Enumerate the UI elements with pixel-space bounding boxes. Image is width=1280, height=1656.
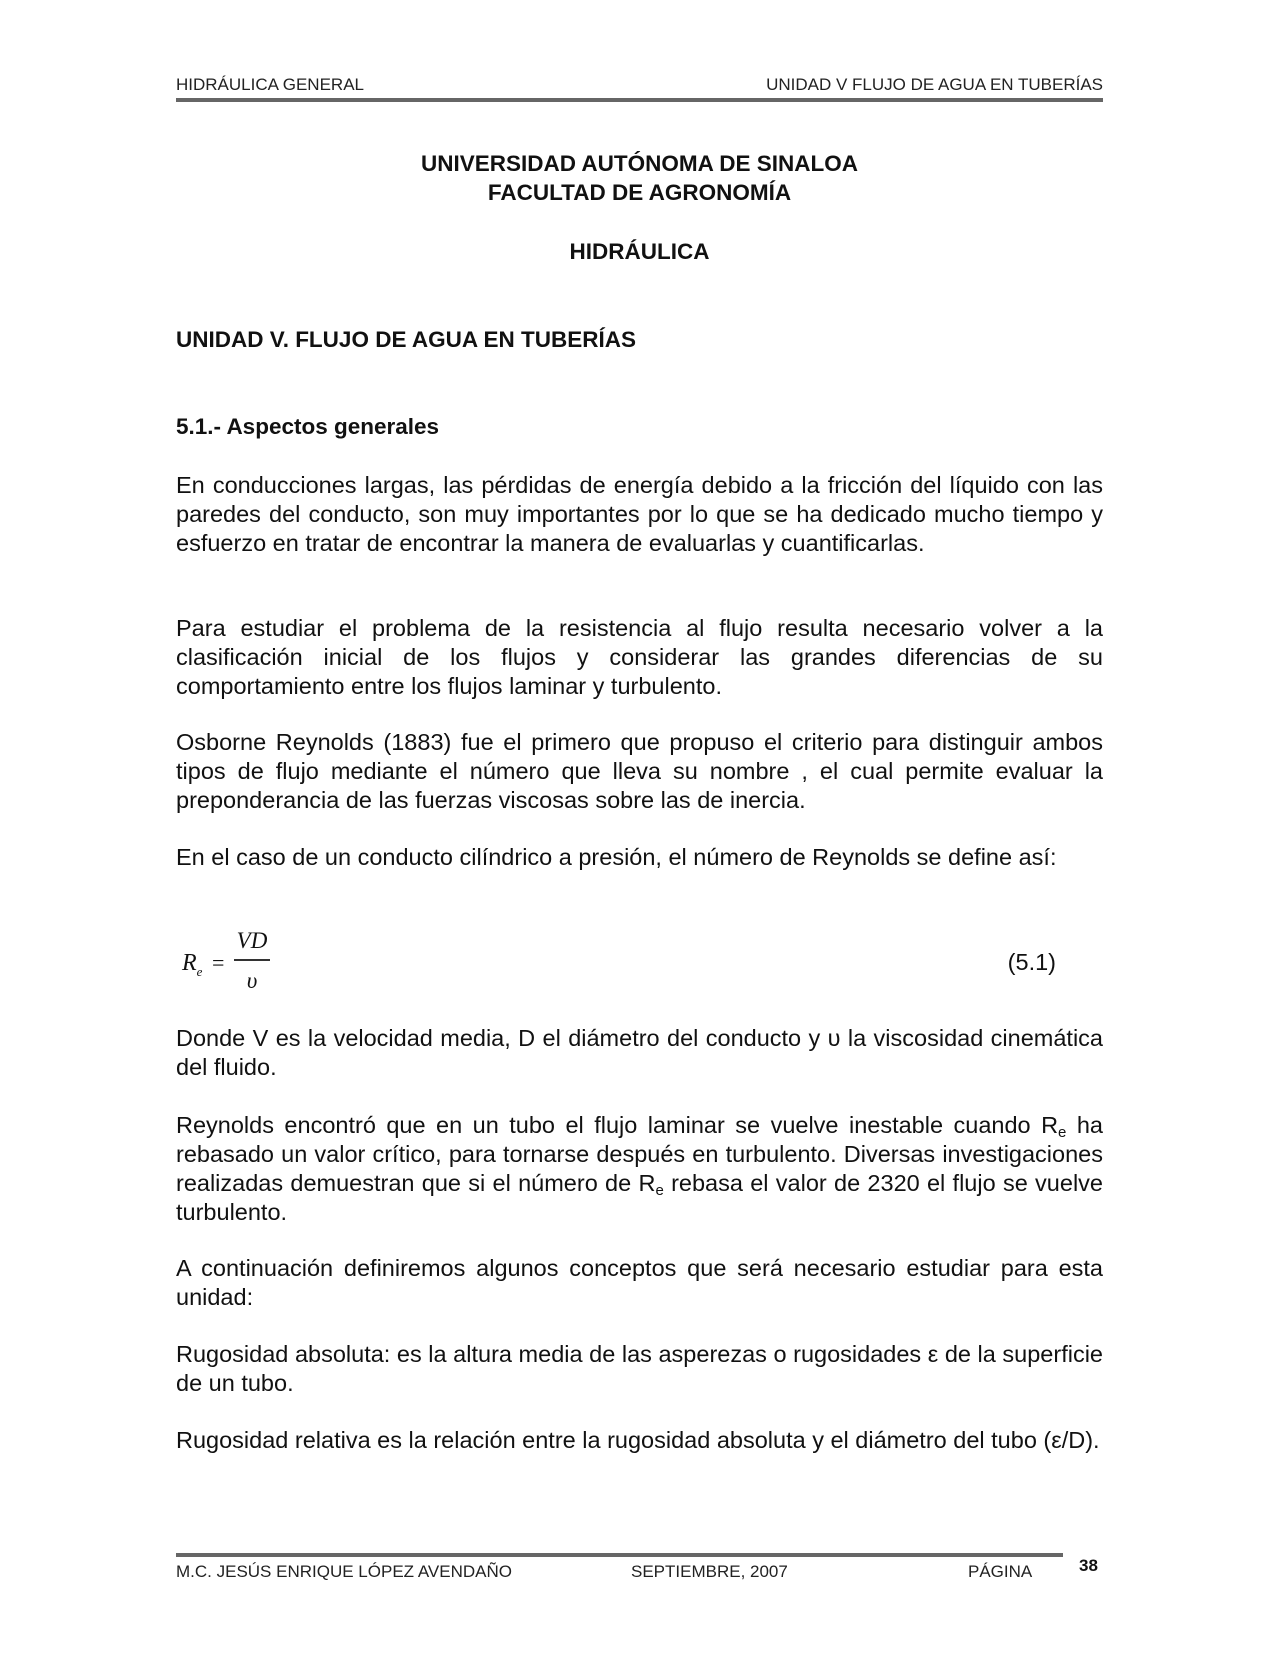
reynolds-equation bbox=[176, 928, 1056, 1002]
footer-page-label: PÁGINA bbox=[968, 1562, 1033, 1581]
university-title: UNIVERSIDAD AUTÓNOMA DE SINALOA bbox=[420, 151, 859, 176]
page-number: 38 bbox=[1079, 1556, 1098, 1575]
equation-numerator: VD bbox=[236, 928, 268, 953]
header-right: UNIDAD V FLUJO DE AGUA EN TUBERÍAS bbox=[766, 75, 1103, 94]
header-left: HIDRÁULICA GENERAL bbox=[176, 75, 364, 94]
subscript-e: e bbox=[1058, 1124, 1067, 1141]
subject-title: HIDRÁULICA bbox=[569, 239, 710, 264]
paragraph-3: Osborne Reynolds (1883) fue el primero que propuso el criterio para distinguir ambos tipos de flujo mediante el número que lleva su nombre , el cual permite evaluar la preponderancia de las fuerzas viscosas sobre las de inercia. bbox=[176, 729, 1103, 813]
equation-number: (5.1) bbox=[1007, 949, 1056, 975]
equation-denominator: υ bbox=[246, 968, 258, 993]
paragraph-8: Rugosidad absoluta: es la altura media de las asperezas o rugosidades ε de la superficie de un tubo. bbox=[176, 1341, 1103, 1396]
footer-author: M.C. JESÚS ENRIQUE LÓPEZ AVENDAÑO bbox=[176, 1562, 512, 1581]
paragraph-9: Rugosidad relativa es la relación entre la rugosidad absoluta y el diámetro del tubo (ε/D). bbox=[176, 1427, 1100, 1453]
paragraph-6: Reynolds encontró que en un tubo el flujo laminar se vuelve inestable cuando $R_e$ ha rebasado un valor crítico, para tornarse después en turbulento. Diversas investigaciones realizadas demuestran que si el número de $R_e$ rebasa el valor de 2320 el flujo se vuelve turbulento. bbox=[176, 1112, 1103, 1225]
unit-heading: UNIDAD V. FLUJO DE AGUA EN TUBERÍAS bbox=[176, 327, 637, 352]
paragraph-1: En conducciones largas, las pérdidas de energía debido a la fricción del líquido con las paredes del conducto, son muy importantes por lo que se ha dedicado mucho tiempo y esfuerzo en tratar de encontrar la manera de evaluarlas y cuantificarlas. bbox=[176, 472, 1103, 556]
paragraph-4: En el caso de un conducto cilíndrico a presión, el número de Reynolds se define así: bbox=[176, 844, 1057, 870]
faculty-title: FACULTAD DE AGRONOMÍA bbox=[487, 180, 792, 205]
footer-date: SEPTIEMBRE, 2007 bbox=[631, 1562, 788, 1581]
running-header bbox=[176, 75, 1103, 99]
equation-equals: = bbox=[212, 950, 225, 975]
header-rule bbox=[176, 98, 1103, 102]
paragraph-5: Donde V es la velocidad media, D el diámetro del conducto y υ la viscosidad cinemática del fluido. bbox=[176, 1025, 1103, 1080]
paragraph-7: A continuación definiremos algunos conceptos que será necesario estudiar para esta unidad: bbox=[176, 1255, 1103, 1310]
section-heading: 5.1.- Aspectos generales bbox=[176, 414, 440, 439]
footer-rule bbox=[176, 1553, 1063, 1557]
fraction-bar bbox=[234, 959, 270, 961]
paragraph-2: Para estudiar el problema de la resistencia al flujo resulta necesario volver a la clasificación inicial de los flujos y considerar las grandes diferencias de su comportamiento entre los flujos laminar y turbulento. bbox=[176, 615, 1103, 699]
equation-lhs-subscript: e bbox=[196, 963, 203, 979]
equation-lhs: $R_e$ bbox=[182, 950, 203, 979]
subscript-e: e bbox=[655, 1182, 664, 1199]
